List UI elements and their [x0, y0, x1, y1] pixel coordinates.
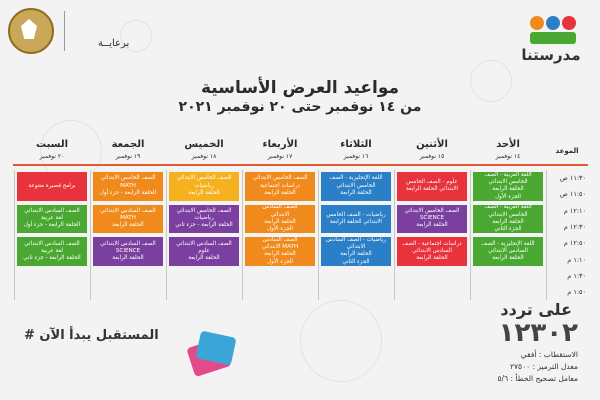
time-label: ١٢:٣٠ م [563, 222, 586, 231]
program-cell [93, 237, 163, 266]
logo-red-dot [562, 16, 576, 30]
time-label: ١٢:١٠ م [563, 206, 586, 215]
books-illustration [182, 320, 242, 390]
fec-text: معامل تصحيح الخطأ : ٥/٦ [497, 374, 578, 383]
column-separator [242, 170, 243, 300]
program-cell-line: الابتدائي MATH [261, 244, 299, 251]
program-cell-line: علوم [198, 247, 210, 254]
program-cell-line: اللغة العربية - الصف [484, 172, 532, 178]
page-title: مواعيد العرض الأساسية [200, 78, 400, 98]
ministry-emblem-icon [8, 8, 54, 54]
program-cell-line: الحلقة الرابعة [112, 255, 144, 262]
day-date: ١٤ نوفمبر [495, 153, 521, 160]
program-cell-line: الصف السادس [262, 237, 298, 244]
program-cell-line: الحلقة الرابعة [188, 189, 220, 196]
day-header [470, 136, 546, 166]
time-label: ١:٣٠ م [567, 271, 586, 280]
program-cell-line: الحلقة الرابعة - جزء ثاني [175, 222, 233, 229]
day-header [242, 136, 318, 166]
program-cell-line: الحلقة الرابعة [340, 189, 372, 196]
program-cell-line: السادس الابتدائي [412, 247, 452, 254]
program-cell-line: الصف السادس الابتدائي [100, 208, 156, 215]
program-cell-line: رياضيات [194, 182, 214, 189]
day-header [14, 136, 90, 166]
program-cell-line: الخامس الابتدائي [336, 182, 376, 189]
program-cell-line: MATH [120, 182, 136, 189]
program-cell [321, 205, 391, 234]
day-name: الأثنين [416, 139, 448, 150]
program-cell [473, 205, 543, 234]
program-cell-line: الصف السادس الابتدائي [100, 240, 156, 247]
program-cell-line: رياضيات [194, 215, 214, 222]
day-name: الأحد [496, 139, 520, 150]
column-separator [546, 170, 547, 300]
program-cell-line: الحلقة الرابعة [264, 189, 296, 196]
day-date: ١٦ نوفمبر [343, 153, 369, 160]
day-name: الجمعة [111, 139, 145, 150]
day-name: الخميس [184, 139, 224, 150]
program-cell-line: الصف الخامس الابتدائي [404, 208, 460, 215]
program-cell-line: اللغة العربية - الصف [484, 204, 532, 211]
program-cell-line: الصف السادس الابتدائي [176, 240, 232, 247]
program-cell [321, 172, 391, 201]
program-cell [93, 172, 163, 201]
time-label: ١٢:٥٠ م [563, 239, 586, 248]
day-header [394, 136, 470, 166]
program-cell-line: الصف الخامس الابتدائي [252, 175, 308, 182]
program-cell-line: الحلقة الرابعة [112, 222, 144, 229]
column-separator [14, 170, 15, 300]
program-cell [397, 172, 467, 201]
time-column-header: الموعد [555, 147, 579, 155]
program-cell-line: برامج قصيرة متنوعة [28, 182, 76, 189]
header-underline [13, 164, 588, 166]
schedule-grid [13, 170, 588, 300]
program-cell-line: الحلقة الرابعة [492, 255, 524, 262]
program-cell-line: الصف الخامس الابتدائي [176, 175, 232, 182]
program-cell-line: الحلقة الرابعة [416, 222, 448, 229]
program-cell-line: علوم - الصف الخامس [406, 179, 458, 186]
program-cell [17, 237, 87, 266]
frequency-number: ١٢٣٠٢ [498, 318, 578, 348]
logo-green-bar [530, 32, 576, 44]
day-date: ١٥ نوفمبر [419, 153, 445, 160]
column-separator [166, 170, 167, 300]
program-cell-line: الصف السادس [262, 204, 298, 211]
program-cell-line: رياضيات - الصف السادس [326, 237, 386, 244]
frequency-caption: على تردد [500, 300, 572, 319]
background-doodle [300, 300, 382, 382]
day-date: ١٧ نوفمبر [267, 153, 293, 160]
polarization-text: الاستقطاب : أفقي [520, 350, 578, 359]
program-cell-line: الصف الخامس الابتدائي [100, 175, 156, 182]
brand-name: مدرستنا [521, 46, 581, 64]
program-cell-line: الحلقة الرابعة [416, 255, 448, 262]
program-cell-line: الحلقة الرابعة [264, 251, 296, 258]
program-cell [17, 172, 87, 201]
program-cell-line: الابتدائي الحلقة الرابعة [330, 218, 382, 225]
program-cell [245, 205, 315, 234]
day-name: الأربعاء [262, 139, 298, 150]
program-cell-line: الحلقة الرابعة [492, 186, 524, 193]
sponsor-label: برعايــة [98, 38, 130, 49]
program-cell-line: الجزء الأول [267, 258, 293, 265]
program-cell-line: الحلقة الرابعة - جزء أول [23, 222, 81, 229]
column-separator [470, 170, 471, 300]
program-cell [321, 237, 391, 266]
tagline: # المستقبل يبدأ الآن [24, 328, 159, 343]
logo-orange-dot [530, 16, 544, 30]
program-cell [397, 205, 467, 234]
program-cell-line: الحلقة الرابعة [340, 251, 372, 258]
program-cell [17, 205, 87, 234]
day-name: السبت [35, 139, 69, 150]
column-separator [394, 170, 395, 300]
program-cell [169, 205, 239, 234]
program-cell-line: اللغة الإنجليزية - الصف [329, 175, 383, 182]
program-cell-line: SCIENCE [419, 215, 445, 222]
program-cell [169, 237, 239, 266]
program-cell-line: الخامس الابتدائي [488, 179, 528, 186]
program-cell [473, 172, 543, 201]
day-header-row [13, 136, 588, 166]
program-cell-line: الجزء الثاني [494, 226, 522, 233]
logo-blue-dot [546, 16, 560, 30]
program-cell-line: الجزء الأول [267, 226, 293, 233]
program-cell-line: الحلقة الرابعة [188, 255, 220, 262]
page-subtitle: من ١٤ نوفمبر حتى ٢٠ نوفمبر ٢٠٢١ [178, 99, 422, 115]
program-cell-line: الحلقة الرابعة - جزء أول [99, 189, 157, 196]
program-cell [169, 172, 239, 201]
program-cell-line: رياضيات - الصف الخامس [326, 211, 386, 218]
day-name: الثلاثاء [340, 139, 372, 150]
program-cell-line: دراسات اجتماعية [260, 182, 300, 189]
program-cell-line: الجزء الثاني [342, 258, 370, 265]
program-cell-line: الصف الخامس الابتدائي [176, 208, 232, 215]
symbol-rate-text: معدل الترميز : ٢٧٥٠٠ [509, 362, 578, 371]
program-cell-line: الابتدائي [346, 244, 366, 251]
program-cell-line: الحلقة الرابعة - جزء ثاني [23, 255, 81, 262]
day-date: ١٩ نوفمبر [115, 153, 141, 160]
program-cell-line: MATH [120, 215, 136, 222]
day-header [166, 136, 242, 166]
program-cell-line: اللغة الإنجليزية - الصف [481, 240, 535, 247]
program-cell [245, 172, 315, 201]
day-header [90, 136, 166, 166]
program-cell-line: الحلقة الرابعة [492, 218, 524, 225]
sponsor-block [8, 8, 65, 54]
day-date: ٢٠ نوفمبر [39, 153, 65, 160]
program-cell-line: الصف السادس الابتدائي [24, 240, 80, 247]
time-label: ١١:٣٠ ص [559, 174, 586, 182]
day-date: ١٨ نوفمبر [191, 153, 217, 160]
day-header [318, 136, 394, 166]
program-cell [245, 237, 315, 266]
program-cell [397, 237, 467, 266]
program-cell-line: الصف السادس الابتدائي [24, 208, 80, 215]
program-cell-line: SCIENCE [115, 247, 141, 254]
column-separator [318, 170, 319, 300]
time-label: ١:٥٠ م [567, 288, 586, 297]
program-cell-line: الابتدائي الحلقة الرابعة [406, 186, 458, 193]
divider [64, 11, 65, 51]
program-cell-line: لغة عربية [41, 215, 63, 222]
program-cell [473, 237, 543, 266]
program-cell-line: لغة عربية [41, 247, 63, 254]
program-cell-line: دراسات اجتماعية - الصف [402, 240, 462, 247]
program-cell-line: الابتدائي [270, 211, 290, 218]
program-cell-line: السادس الابتدائي [488, 247, 528, 254]
program-cell-line: الخامس الابتدائي [488, 211, 528, 218]
time-label: ١١:٥٠ ص [559, 190, 586, 199]
program-cell-line: الجزء الأول [495, 193, 521, 200]
column-separator [90, 170, 91, 300]
program-cell [93, 205, 163, 234]
time-label: ١:١٠ م [567, 255, 586, 264]
program-cell-line: الحلقة الرابعة [264, 218, 296, 225]
